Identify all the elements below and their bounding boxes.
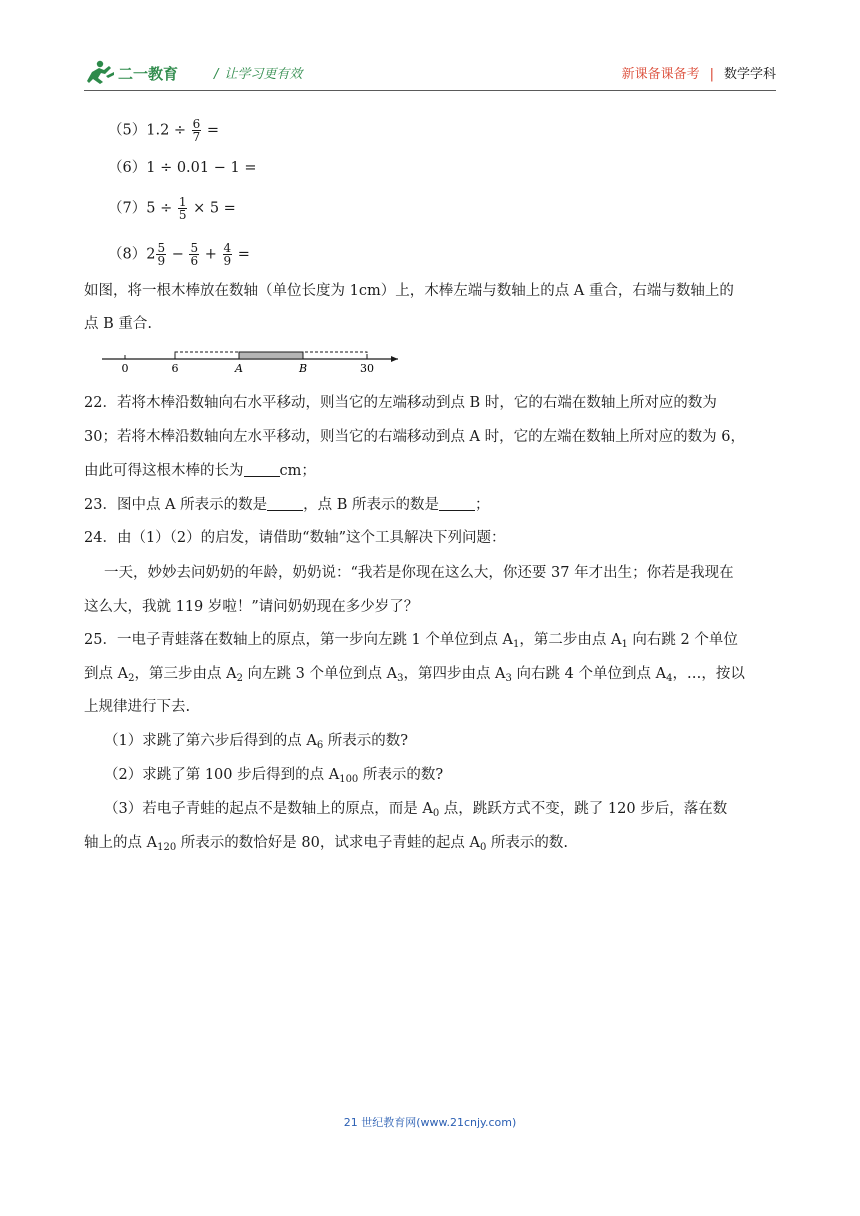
whole-number: 2 [146, 246, 156, 263]
denominator: 9 [223, 254, 232, 268]
fraction [223, 242, 233, 267]
subscript: 4 [666, 673, 673, 684]
denominator: 6 [190, 254, 199, 268]
text-run: ，第三步由点 A [134, 666, 237, 682]
item-label: （5） [108, 122, 147, 139]
text-run: ； [475, 497, 490, 513]
fraction [192, 118, 202, 143]
subscript: 1 [512, 639, 520, 650]
wooden-stick [239, 352, 303, 359]
q25-line-2 [84, 664, 776, 689]
text-run: ，点 B 所表示的数是 [303, 497, 440, 513]
q25-part-1 [104, 731, 796, 756]
q25-part-3 [104, 799, 796, 824]
expr-tail: = [202, 122, 220, 139]
calc-item-8 [108, 242, 250, 267]
expr-part: 1.2 ÷ [146, 122, 191, 139]
subscript: 3 [505, 673, 512, 684]
header-separator: | [709, 67, 714, 82]
denominator: 5 [178, 208, 187, 222]
subject-label: 数学学科 [723, 67, 776, 82]
q25-line-1 [84, 630, 776, 655]
text-run: 到点 A [84, 666, 129, 682]
text-run: ，第四步由点 A [403, 666, 506, 682]
subscript: 3 [397, 673, 404, 684]
q25-part-3-cont [84, 833, 776, 858]
text-run: 所表示的数. [486, 835, 569, 851]
logo-text: 二一教育 [118, 65, 179, 83]
q24-line-1: 24．由（1）（2）的启发，请借助“数轴”这个工具解决下列问题： [84, 530, 506, 546]
subscript: 120 [157, 842, 177, 853]
label-30: 30 [360, 362, 374, 375]
subscript: 2 [236, 673, 243, 684]
fraction [189, 242, 199, 267]
subscript: 100 [339, 774, 359, 785]
subscript: 0 [432, 808, 440, 819]
text-run: 25．一电子青蛙落在数轴上的原点，第一步向左跳 1 个单位到点 A [84, 632, 513, 648]
label-0: 0 [121, 362, 129, 375]
numerator: 4 [223, 241, 232, 255]
q23-line [84, 495, 776, 515]
text-run: 23．图中点 A 所表示的数是 [84, 497, 268, 513]
fraction [156, 242, 166, 267]
answer-blank[interactable] [439, 496, 475, 511]
answer-blank[interactable] [244, 462, 280, 477]
q22-line-2: 30；若将木棒沿数轴向左水平移动，则当它的右端移动到点 A 时，它的左端在数轴上所对应的数为 6， [84, 429, 745, 445]
label-a: A [235, 362, 243, 375]
text-run: 向左跳 3 个单位到点 A [242, 666, 398, 682]
text-run: 向右跳 2 个单位 [627, 632, 738, 648]
subscript: 0 [479, 842, 487, 853]
q24-line-2: 一天，妙妙去问奶奶的年龄，奶奶说：“我若是你现在这么大，你还要 37 年才出生；你若是我现在 [104, 565, 734, 581]
subscript: 1 [621, 639, 628, 650]
slogan [214, 63, 302, 82]
item-label: （6） [108, 160, 147, 176]
label-6: 6 [171, 362, 179, 375]
subscript: 6 [316, 740, 324, 751]
text-run: 轴上的点 A [84, 835, 158, 851]
slogan-slash: / [214, 67, 219, 82]
text-run: 所表示的数? [323, 733, 409, 749]
denominator: 9 [157, 254, 166, 268]
q22-line-1: 22．若将木棒沿数轴向右水平移动，则当它的左端移动到点 B 时，它的右端在数轴上所对应的数为 [84, 395, 717, 411]
answer-blank[interactable] [267, 496, 303, 511]
text-run: 向右跳 4 个单位到点 A [511, 666, 667, 682]
header-right [622, 63, 776, 82]
numerator: 5 [157, 241, 166, 255]
numerator: 6 [192, 117, 201, 131]
slogan-text: 让学习更有效 [224, 67, 303, 82]
q25-part-2 [104, 765, 796, 790]
fraction [178, 196, 188, 221]
header-rule [84, 90, 776, 91]
item-label: （8） [108, 246, 147, 263]
q24-line-3: 这么大，我就 119 岁啦！”请问奶奶现在多少岁了？ [84, 599, 419, 615]
text-run: （1）求跳了第六步后得到的点 A [104, 733, 317, 749]
label-b: B [298, 362, 308, 375]
operator: − [167, 246, 189, 263]
page-header [84, 56, 776, 90]
text-run: （2）求跳了第 100 步后得到的点 A [104, 767, 340, 783]
expr: 1 ÷ 0.01 − 1 = [146, 160, 257, 176]
expr-tail: × 5 = [188, 200, 236, 217]
text-run: （3）若电子青蛙的起点不是数轴上的原点，而是 A [104, 801, 433, 817]
exam-label: 新课备课备考 [621, 67, 700, 82]
text-run: 所表示的数恰好是 80，试求电子青蛙的起点 A [176, 835, 480, 851]
q25-line-3: 上规律进行下去. [84, 699, 191, 715]
intro-line-1: 如图，将一根木棒放在数轴（单位长度为 1cm）上，木棒左端与数轴上的点 A 重合，右端与数轴上的 [84, 283, 734, 299]
text-run: ，第二步由点 A [519, 632, 622, 648]
text-run: 所表示的数? [358, 767, 444, 783]
calc-item-5 [108, 118, 219, 143]
operator: + [200, 246, 222, 263]
subscript: 2 [128, 673, 135, 684]
number-line-figure [100, 346, 405, 376]
text-run: cm； [279, 463, 316, 479]
expr-part: 5 ÷ [146, 200, 177, 217]
calc-item-7 [108, 196, 236, 221]
axis-arrow-icon [391, 356, 398, 362]
numerator: 5 [190, 241, 199, 255]
denominator: 7 [192, 130, 201, 144]
q22-line-3 [84, 461, 776, 481]
item-label: （7） [108, 200, 147, 217]
numerator: 1 [178, 195, 187, 209]
logo-icon [84, 58, 196, 88]
expr-tail: = [233, 246, 250, 263]
text-run: ，…，按以 [672, 666, 745, 682]
page-footer[interactable]: 21 世纪教育网(www.21cnjy.com) [343, 1116, 517, 1129]
text-run: 由此可得这根木棒的长为 [84, 463, 244, 479]
text-run: 点，跳跃方式不变，跳了 120 步后，落在数 [439, 801, 728, 817]
calc-item-6 [108, 158, 256, 178]
intro-line-2: 点 B 重合. [84, 316, 152, 332]
